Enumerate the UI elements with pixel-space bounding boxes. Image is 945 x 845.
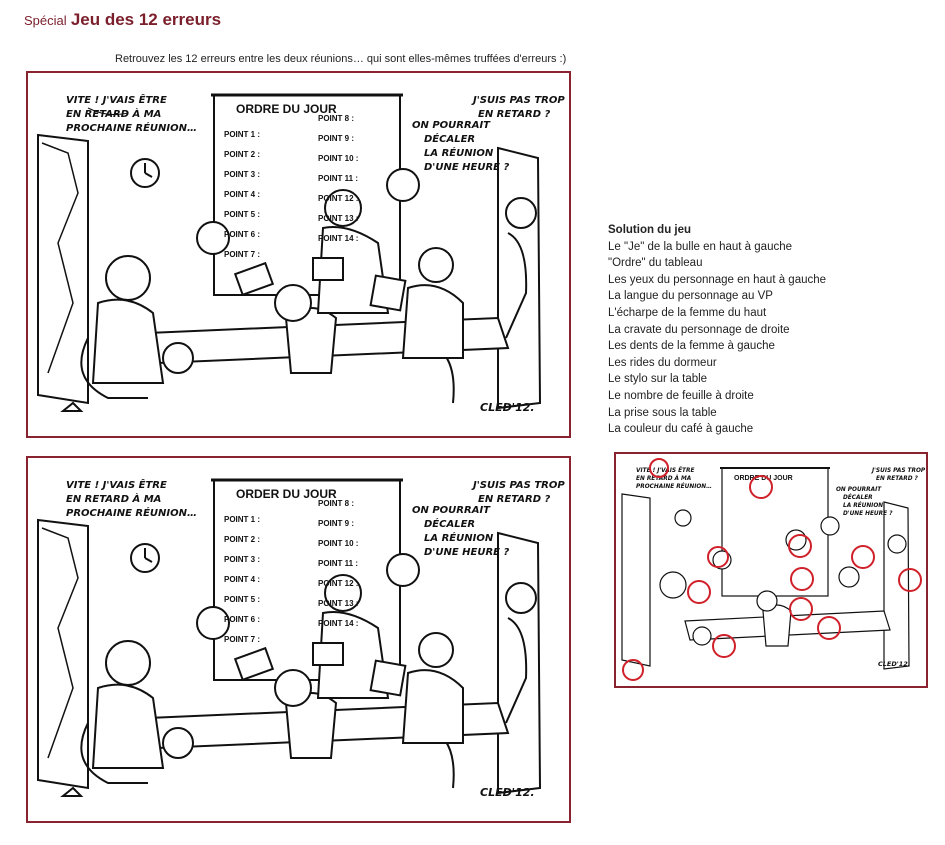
header-title: Jeu des 12 erreurs [70, 10, 222, 29]
solution-item: La prise sous la table [608, 406, 717, 419]
bubble-right-line2: EN RETARD ? [478, 109, 551, 120]
solution-item: L'écharpe de la femme du haut [608, 306, 767, 319]
board-point-7: POINT 7 : [224, 635, 261, 644]
bubble-left-line1: VITE ! J'VAIS ÊTRE [66, 95, 167, 106]
error-circle[interactable] [688, 581, 710, 603]
board-point-12: POINT 12 : [318, 194, 359, 203]
solution-item: "Ordre" du tableau [608, 257, 703, 270]
bubble-left-line1: VITE ! J'VAIS ÊTRE [66, 480, 167, 491]
solution-item: La couleur du café à gauche [608, 423, 754, 436]
board-point-10: POINT 10 : [318, 539, 359, 548]
signature: CLED'12. [480, 786, 535, 799]
solution-item: La cravate du personnage de droite [608, 323, 790, 336]
bubble-mid-line2: DÉCALER [424, 519, 476, 530]
bubble-left-line2: EN RETARD À MA [636, 476, 692, 482]
cartoon-bottom-frame[interactable] [26, 456, 571, 823]
solution-item: Le nombre de feuille à droite [608, 389, 754, 402]
board-point-2: POINT 2 : [224, 150, 261, 159]
bubble-left-line2: EN RETARD À MA [66, 494, 162, 505]
board-point-7: POINT 7 : [224, 250, 261, 259]
bubble-mid-line1: ON POURRAIT [412, 505, 490, 516]
solution-item: Les dents de la femme à gauche [608, 340, 775, 353]
bubble-mid-line3: LA RÉUNION [424, 148, 494, 159]
bubble-right-line1: J'SUIS PAS TROP [473, 480, 565, 491]
board-point-9: POINT 9 : [318, 519, 355, 528]
board-point-3: POINT 3 : [224, 555, 261, 564]
solution-item: Les rides du dormeur [608, 356, 717, 369]
bubble-mid-line3: LA RÉUNION [843, 503, 884, 509]
bubble-mid-line4: D'UNE HEURE ? [424, 162, 510, 173]
board-point-12: POINT 12 : [318, 579, 359, 588]
bubble-right-line1: J'SUIS PAS TROP [872, 468, 926, 474]
board-point-9: POINT 9 : [318, 134, 355, 143]
board-point-1: POINT 1 : [224, 515, 261, 524]
solution-item: Le stylo sur la table [608, 373, 708, 386]
bubble-left-line2: EN RETARD À MA [66, 109, 162, 120]
board-point-11: POINT 11 : [318, 174, 359, 183]
board-title: ORDER DU JOUR [236, 487, 337, 501]
bubble-right-line1: J'SUIS PAS TROP [473, 95, 565, 106]
bubble-mid-line3: LA RÉUNION [424, 533, 494, 544]
solution-list [608, 239, 826, 438]
board-point-4: POINT 4 : [224, 190, 261, 199]
bubble-mid-line1: ON POURRAIT [412, 120, 490, 131]
solution-cartoon-frame[interactable] [614, 452, 928, 688]
board-point-13: POINT 13 : [318, 214, 359, 223]
board-point-13: POINT 13 : [318, 599, 359, 608]
bubble-mid-line1: ON POURRAIT [836, 487, 882, 493]
bubble-left-line3: PROCHAINE RÉUNION… [66, 508, 197, 519]
bubble-right-line2: EN RETARD ? [478, 494, 551, 505]
board-point-14: POINT 14 : [318, 619, 359, 628]
solution-item: Les yeux du personnage en haut à gauche [608, 273, 827, 286]
board-point-2: POINT 2 : [224, 535, 261, 544]
signature: CLED'12. [878, 660, 911, 668]
bubble-right-line2: EN RETARD ? [876, 476, 918, 482]
bubble-left-line1: VITE ! J'VAIS ÊTRE [636, 468, 695, 474]
solution-panel [608, 222, 826, 438]
board-point-8: POINT 8 : [318, 114, 355, 123]
bubble-mid-line2: DÉCALER [424, 134, 476, 145]
solution-item: La langue du personnage au VP [608, 290, 773, 303]
bubble-mid-line4: D'UNE HEURE ? [424, 547, 510, 558]
board-point-11: POINT 11 : [318, 559, 359, 568]
board-point-10: POINT 10 : [318, 154, 359, 163]
cartoon-top-frame[interactable] [26, 71, 571, 438]
cartoon-bottom-drawing [28, 458, 569, 821]
board-title: ORDRE DU JOUR [734, 475, 793, 482]
board-point-8: POINT 8 : [318, 499, 355, 508]
page-header [24, 10, 221, 30]
error-circle[interactable] [623, 660, 643, 680]
bubble-mid-line4: D'UNE HEURE ? [843, 511, 893, 517]
error-circle[interactable] [852, 546, 874, 568]
board-point-6: POINT 6 : [224, 615, 261, 624]
header-prefix: Spécial [24, 13, 67, 28]
board-point-6: POINT 6 : [224, 230, 261, 239]
board-title: ORDRE DU JOUR [236, 102, 337, 116]
board-point-5: POINT 5 : [224, 210, 261, 219]
board-point-5: POINT 5 : [224, 595, 261, 604]
signature: CLED'12. [480, 401, 535, 414]
solution-item: Le "Je" de la bulle en haut à gauche [608, 240, 792, 253]
bubble-left-line3: PROCHAINE RÉUNION… [66, 123, 197, 134]
bubble-left-line3: PROCHAINE RÉUNION… [636, 484, 712, 490]
board-point-14: POINT 14 : [318, 234, 359, 243]
board-point-4: POINT 4 : [224, 575, 261, 584]
instructions-text: Retrouvez les 12 erreurs entre les deux réunions… qui sont elles-mêmes truffées d'erreurs :) [115, 53, 567, 65]
bubble-mid-line2: DÉCALER [843, 495, 873, 501]
solution-title: Solution du jeu [608, 224, 692, 236]
board-point-1: POINT 1 : [224, 130, 261, 139]
solution-cartoon-drawing [616, 454, 926, 686]
board-point-3: POINT 3 : [224, 170, 261, 179]
cartoon-top-drawing [28, 73, 569, 436]
